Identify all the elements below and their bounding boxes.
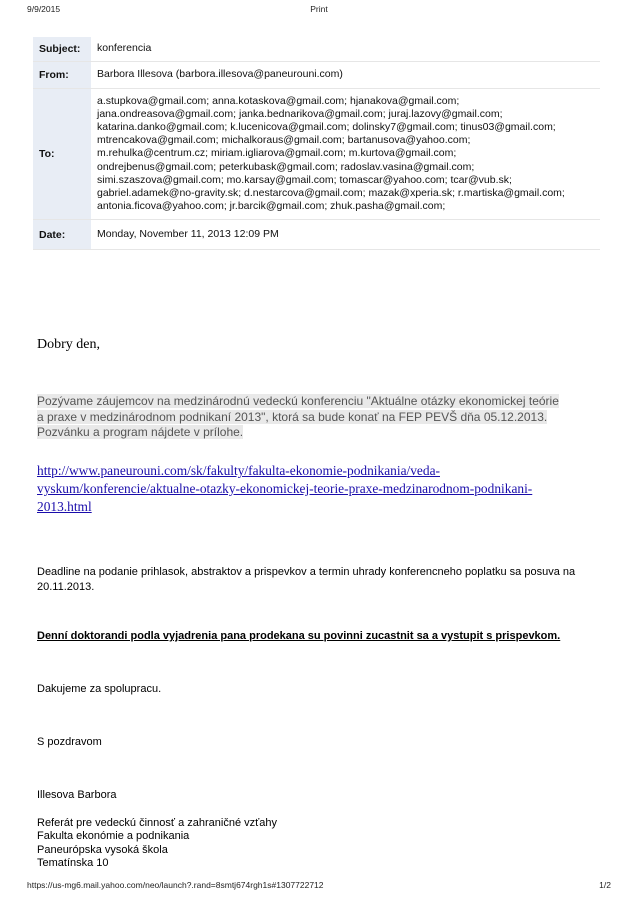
intro-paragraph — [37, 394, 559, 441]
to-line: ondrejbenus@gmail.com; peterkubask@gmail.com; radoslav.vasina@gmail.com; — [97, 160, 475, 173]
print-date: 9/9/2015 — [27, 4, 61, 14]
date-row — [33, 220, 600, 250]
from-label: From: — [33, 62, 91, 89]
to-value — [91, 89, 600, 220]
link-line[interactable]: 2013.html — [37, 499, 92, 514]
date-label: Date: — [33, 220, 91, 250]
page-header — [27, 4, 611, 18]
date-value: Monday, November 11, 2013 12:09 PM — [91, 220, 600, 250]
from-value: Barbora Illesova (barbora.illesova@paneurouni.com) — [91, 62, 600, 89]
signature-block — [37, 817, 277, 870]
print-title: Print — [310, 4, 328, 14]
to-line: m.rehulka@centrum.cz; miriam.igliarova@gmail.com; m.kurtova@gmail.com; — [97, 147, 457, 160]
link-line[interactable]: vyskum/konferencie/aktualne-otazky-ekonomickej-teorie-praxe-medzinarodnom-podnikani- — [37, 481, 533, 496]
conference-link-block — [37, 462, 577, 516]
to-line: katarina.danko@gmail.com; k.lucenicova@gmail.com; dolinsky7@gmail.com; tinus03@gmail.com; — [97, 120, 556, 133]
sender-name: Illesova Barbora — [37, 789, 117, 801]
to-line: gabriel.adamek@no-gravity.sk; d.nestarcova@gmail.com; mazak@xperia.sk; r.martiska@gmail.com; — [97, 187, 565, 199]
to-line: mtrencakova@gmail.com; michalkoraus@gmail.com; bartanusova@yahoo.com; — [97, 134, 471, 147]
signature-line: Tematínska 10 — [37, 856, 109, 869]
greeting: Dobry den, — [37, 337, 100, 352]
subject-row — [33, 37, 600, 62]
to-line: a.stupkova@gmail.com; anna.kotaskova@gmail.com; hjanakova@gmail.com; — [97, 94, 460, 107]
page-footer — [27, 880, 611, 894]
email-header-table — [33, 37, 600, 250]
link-line[interactable]: http://www.paneurouni.com/sk/fakulty/fakulta-ekonomie-podnikania/veda- — [37, 463, 440, 478]
to-label: To: — [33, 89, 91, 220]
page-number: 1/2 — [599, 880, 611, 890]
intro-line: Pozývame záujemcov na medzinárodnú vedeckú konferenciu "Aktuálne otázky ekonomickej teórie — [37, 394, 559, 408]
conference-link[interactable] — [37, 463, 532, 514]
from-row — [33, 62, 600, 89]
regards-text: S pozdravom — [37, 736, 102, 748]
signature-line: Referát pre vedeckú činnosť a zahraničné vzťahy — [37, 817, 277, 829]
thanks-text: Dakujeme za spolupracu. — [37, 683, 162, 695]
to-line: simi.szaszova@gmail.com; mo.karsay@gmail.com; tomascar@yahoo.com; tcar@vub.sk; — [97, 173, 512, 186]
signature-line: Fakulta ekonómie a podnikania — [37, 830, 190, 843]
intro-line: a praxe v medzinárodnom podnikaní 2013", ktorá sa bude konať na FEP PEVŠ dňa 05.12.2013. — [37, 409, 548, 424]
to-line: jana.ondreasova@gmail.com; janka.bednarikova@gmail.com; juraj.lazovy@gmail.com; — [97, 107, 503, 120]
intro-line: Pozvánku a program nájdete v prílohe. — [37, 425, 244, 439]
to-line: antonia.ficova@yahoo.com; jr.barcik@gmail.com; zhuk.pasha@gmail.com; — [97, 200, 446, 213]
signature-line: Paneurópska vysoká škola — [37, 843, 168, 856]
footer-url: https://us-mg6.mail.yahoo.com/neo/launch?.rand=8smtj674rgh1s#1307722712 — [27, 880, 324, 890]
doctoral-note: Denní doktorandi podla vyjadrenia pana prodekana su povinni zucastnit sa a vystupit s prispevkom. — [37, 630, 561, 642]
deadline-paragraph: Deadline na podanie prihlasok, abstraktov a prispevkov a termin uhrady konferencneho poplatku sa posuva na 20.11.2013. — [37, 566, 576, 593]
to-row — [33, 89, 600, 220]
subject-value: konferencia — [91, 37, 600, 62]
subject-label: Subject: — [33, 37, 91, 62]
